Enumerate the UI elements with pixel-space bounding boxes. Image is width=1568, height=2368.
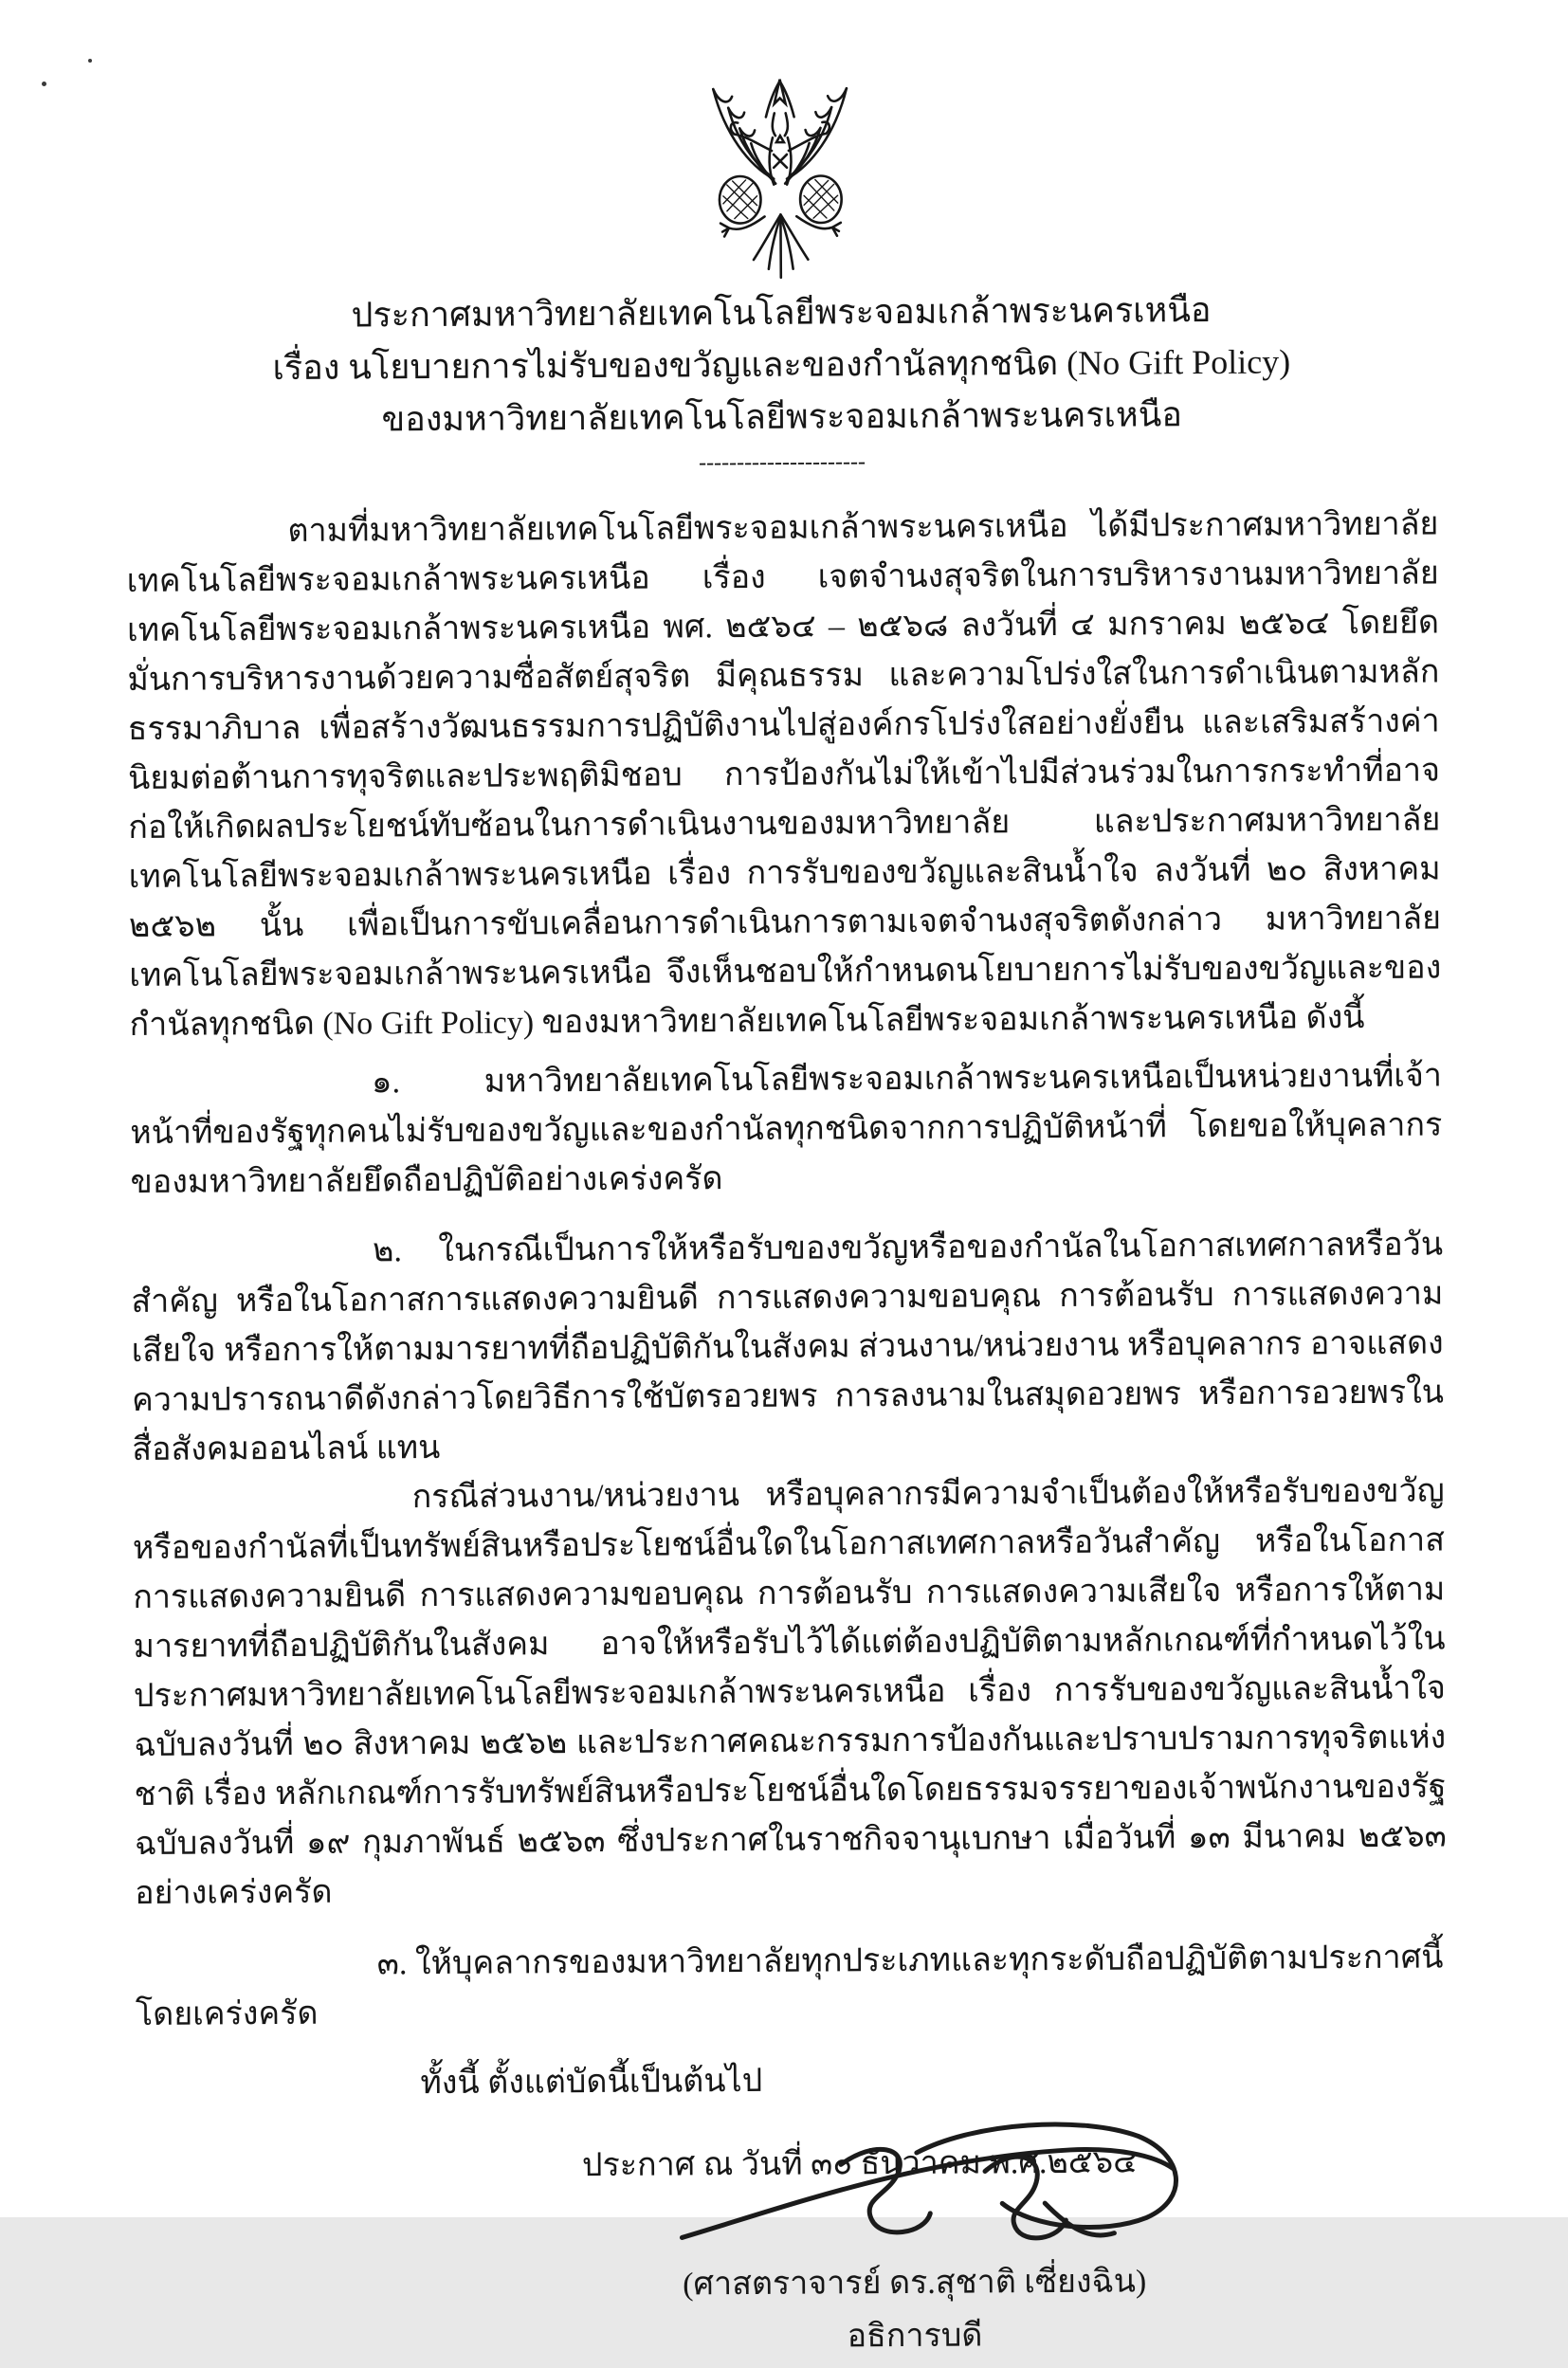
signatory-title: อธิการบดี: [847, 2318, 983, 2355]
garuda-emblem-icon: [690, 75, 871, 273]
document-title: [125, 283, 1438, 447]
scan-speck: [88, 59, 92, 63]
emblem-container: [124, 72, 1437, 282]
scan-speck: [42, 82, 46, 86]
paragraph-effective-date: ทั้งนี้ ตั้งแต่บัดนี้เป็นต้นไป: [420, 2063, 763, 2102]
title-line-2: เรื่อง นโยบายการไม่รับของขวัญและของกำนัลทุกชนิด (No Gift Policy): [272, 342, 1291, 388]
announcement-date-line: ประกาศ ณ วันที่ ๓๐ ธันวาคม พ.ศ.๒๕๖๔: [581, 2144, 1139, 2184]
paragraph-intro: ตามที่มหาวิทยาลัยเทคโนโลยีพระจอมเกล้าพระนครเหนือ ได้มีประกาศมหาวิทยาลัยเทคโนโลยีพระจอมเกล้าพระนครเหนือ เรื่อง เจตจำนงสุจริตในการบริหารงานมหาวิทยาลัยเทคโนโลยีพระจอมเกล้าพระนครเหนือ พศ. ๒๕๖๔ – ๒๕๖๘ ลงวันที่ ๔ มกราคม ๒๕๖๔ โดยยึดมั่นการบริหารงานด้วยความซื่อสัตย์สุจริต มีคุณธรรม และความโปร่งใสในการดำเนินตามหลักธรรมาภิบาล เพื่อสร้างวัฒนธรรมการปฏิบัติงานไปสู่องค์กรโปร่งใสอย่างยั่งยืน และเสริมสร้างค่านิยมต่อต้านการทุจริตและประพฤติมิชอบ การป้องกันไม่ให้เข้าไปมีส่วนร่วมในการกระทำที่อาจก่อให้เกิดผลประโยชน์ทับซ้อนในการดำเนินงานของมหาวิทยาลัย และประกาศมหาวิทยาลัยเทคโนโลยีพระจอมเกล้าพระนครเหนือ เรื่อง การรับของขวัญและสินน้ำใจ ลงวันที่ ๒๐ สิงหาคม ๒๕๖๒ นั้น เพื่อเป็นการขับเคลื่อนการดำเนินการตามเจตจำนงสุจริตดังกล่าว มหาวิทยาลัยเทคโนโลยีพระจอมเกล้าพระนครเหนือ จึงเห็นชอบให้กำหนดนโยบายการไม่รับของขวัญและของกำนัลทุกชนิด (No Gift Policy) ของมหาวิทยาลัยเทคโนโลยีพระจอมเกล้าพระนครเหนือ ดังนี้: [126, 506, 1442, 1043]
signatory-name: (ศาสตราจารย์ ดร.สุชาติ เซี่ยงฉิน): [683, 2264, 1147, 2303]
document-content: [123, 0, 1449, 2368]
paragraph-item-1: ๑. มหาวิทยาลัยเทคโนโลยีพระจอมเกล้าพระนครเหนือเป็นหน่วยงานที่เจ้าหน้าที่ของรัฐทุกคนไม่รับของขวัญและของกำนัลทุกชนิดจากการปฏิบัติหน้าที่ โดยขอให้บุคลากรของมหาวิทยาลัยยึดถือปฏิบัติอย่างเคร่งครัด: [130, 1058, 1443, 1200]
title-line-3: ของมหาวิทยาลัยเทคโนโลยีพระจอมเกล้าพระนครเหนือ: [381, 395, 1183, 439]
paragraph-item-2: ๒. ในกรณีเป็นการให้หรือรับของขวัญหรือของกำนัลในโอกาสเทศกาลหรือวันสำคัญ หรือในโอกาสการแสดงความยินดี การแสดงความขอบคุณ การต้อนรับ การแสดงความเสียใจ หรือการให้ตามมารยาทที่ถือปฏิบัติกันในสังคม ส่วนงาน/หน่วยงาน หรือบุคลากร อาจแสดงความปรารถนาดีดังกล่าวโดยวิธีการใช้บัตรอวยพร การลงนามในสมุดอวยพร หรือการอวยพรในสื่อสังคมออนไลน์ แทน: [131, 1227, 1445, 1467]
paragraph-item-2-continuation: กรณีส่วนงาน/หน่วยงาน หรือบุคลากรมีความจำเป็นต้องให้หรือรับของขวัญหรือของกำนัลที่เป็นทรัพย์สินหรือประโยชน์อื่นใดในโอกาสเทศกาลหรือวันสำคัญ หรือในโอกาสการแสดงความยินดี การแสดงความขอบคุณ การต้อนรับ การแสดงความเสียใจ หรือการให้ตามมารยาทที่ถือปฏิบัติกันในสังคม อาจให้หรือรับไว้ได้แต่ต้องปฏิบัติตามหลักเกณฑ์ที่กำหนดไว้ในประกาศมหาวิทยาลัยเทคโนโลยีพระจอมเกล้าพระนครเหนือ เรื่อง การรับของขวัญและสินน้ำใจ ฉบับลงวันที่ ๒๐ สิงหาคม ๒๕๖๒ และประกาศคณะกรรมการป้องกันและปราบปรามการทุจริตแห่งชาติ เรื่อง หลักเกณฑ์การรับทรัพย์สินหรือประโยชน์อื่นใดโดยธรรมจรรยาของเจ้าพนักงานของรัฐ ฉบับลงวันที่ ๑๙ กุมภาพันธ์ ๒๕๖๓ ซึ่งประกาศในราชกิจจานุเบกษา เมื่อวันที่ ๑๓ มีนาคม ๒๕๖๓ อย่างเคร่งครัด: [132, 1473, 1447, 1911]
signatory-block: [630, 2255, 1200, 2365]
dashed-divider: ----------------------: [698, 449, 866, 476]
closing-block: [137, 2137, 1449, 2368]
title-line-1: ประกาศมหาวิทยาลัยเทคโนโลยีพระจอมเกล้าพระนครเหนือ: [351, 290, 1212, 335]
paragraph-item-3: ๓. ให้บุคลากรของมหาวิทยาลัยทุกประเภทและทุกระดับถือปฏิบัติตามประกาศนี้โดยเคร่งครัด: [135, 1940, 1444, 2032]
